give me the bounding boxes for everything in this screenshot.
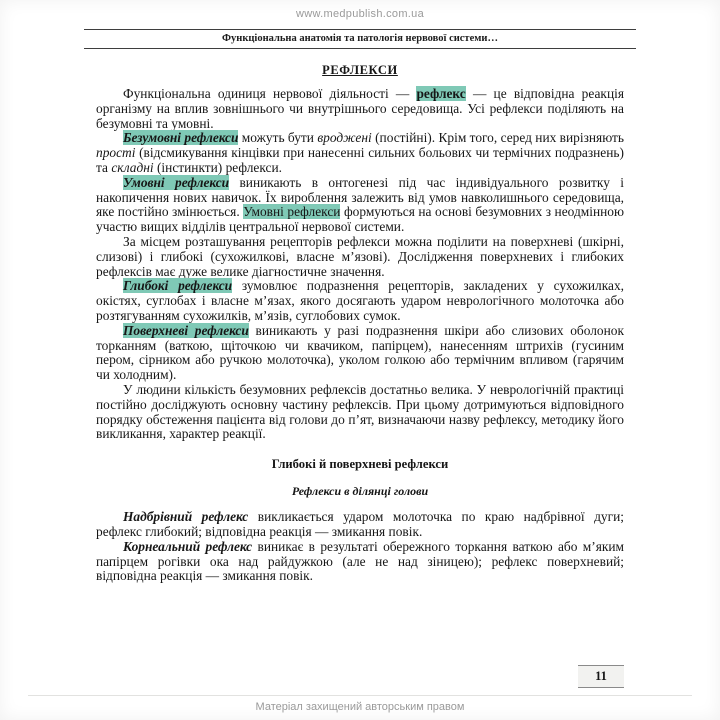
text-segment: складні [111, 159, 154, 175]
paragraph [96, 279, 624, 323]
page-title [0, 63, 720, 78]
paragraph [96, 510, 624, 540]
text-segment: Функціональна одиниця нервової діяльності — [123, 86, 417, 101]
text-segment: прості [96, 145, 136, 161]
header-rule-bottom [84, 48, 636, 49]
text-segment: викликається ударом молоточка по краю надбрівної дуги; рефлекс глибокий; відповідна реакція — змикання повік. [96, 509, 625, 539]
text-segment: (постійні). Крім того, серед них вирізняють [371, 130, 624, 146]
text-segment: формуються на основі безумовних з неодмінною участю вищих відділів центральної нервової системи. [96, 204, 624, 235]
highlighted-term: Глибокі рефлекси [123, 278, 233, 294]
text-segment: Корнеальний рефлекс [123, 538, 253, 554]
text-segment: — це відповідна реакція організму на вплив зовнішнього чи внутрішнього середовища. Усі рефлекси поділяють на безумовні та умовні. [96, 86, 624, 131]
highlighted-term: Поверхневі рефлекси [123, 322, 249, 338]
paragraph [96, 540, 624, 584]
subsection-heading: Рефлекси в ділянці голови [291, 484, 429, 499]
reflex-descriptions-block [96, 510, 624, 584]
paragraph [96, 131, 624, 175]
copyright-footer [0, 695, 720, 713]
highlighted-term: Умовні рефлекси [123, 174, 230, 190]
footer-rule [28, 695, 692, 696]
highlighted-term: рефлекс [416, 86, 466, 101]
running-header-text: Функціональна анатомія та патологія нервової системи… [222, 33, 498, 44]
text-segment: Надбрівний рефлекс [123, 509, 249, 525]
paragraph [96, 383, 624, 442]
text-segment: вроджені [317, 130, 372, 146]
paragraph [96, 87, 624, 131]
text-segment: (інстинкти) рефлекси. [153, 159, 282, 175]
text-segment: виникають у разі подразнення шкіри або слизових оболонок торканням (ваткою, щіточкою чи квачиком, папірцем), нанесенням штрихів (гусиним пером, сірником або ручкою молоточка), уколом голкою або термічним впливом (гарячим чи холодним). [96, 322, 624, 383]
text-segment: У людини кількість безумовних рефлексів достатньо велика. У неврологічній практиці постійно досліджують основну частину рефлексів. При цьому дотримуються відповідного порядку обстеження пацієнта від голови до п’ят, визначаючи назву рефлексу, методику його викликання, характер реакції. [96, 381, 624, 442]
website-url: www.medpublish.com.ua [296, 8, 424, 20]
text-segment: зумовлює подразнення рецепторів, закладених у сухожилках, окістях, суглобах і власне м’язах, якого досягають ударом неврологічного молоточка або розтягуванням сухожилків, м’язів, суглобових сумок. [96, 278, 624, 323]
highlighted-term: Умовні рефлекси [243, 204, 341, 220]
text-segment: виникають в онтогенезі під час індивідуального розвитку і накопичення нових навичок. Їх вироблення залежить від умов навколишнього середовища, яке постійно змінюється. [96, 174, 624, 220]
copyright-text: Матеріал захищений авторським правом [255, 701, 465, 713]
text-segment: (відсмикування кінцівки при нанесенні сильних больових чи термічних подразнень) та [96, 145, 624, 175]
page-number-text: 11 [595, 669, 607, 683]
paragraph [96, 235, 624, 279]
paragraph [96, 324, 624, 383]
highlighted-term: Безумовні рефлекси [123, 130, 239, 146]
page-title-text: РЕФЛЕКСИ [322, 63, 398, 77]
text-segment: За місцем розташування рецепторів рефлекси можна поділити на поверхневі (шкірні, слизові) і глибокі (сухожилкові, власне м’язові). Дослідження поверхневих і глибоких рефлексів має дуже велике діагностичне значення. [96, 233, 624, 279]
main-text-block [96, 87, 624, 442]
text-segment: виникає в результаті обережного торкання ваткою або м’яким папірцем рогівки ока над райдужкою (але не над зіницею); рефлекс поверхневий; відповідна реакція — змикання повік. [96, 538, 625, 584]
page-number [578, 665, 624, 688]
text-segment: можуть бути [238, 130, 318, 146]
running-header [84, 29, 636, 49]
section-heading: Глибокі й поверхневі рефлекси [271, 457, 449, 472]
paragraph [96, 176, 624, 235]
